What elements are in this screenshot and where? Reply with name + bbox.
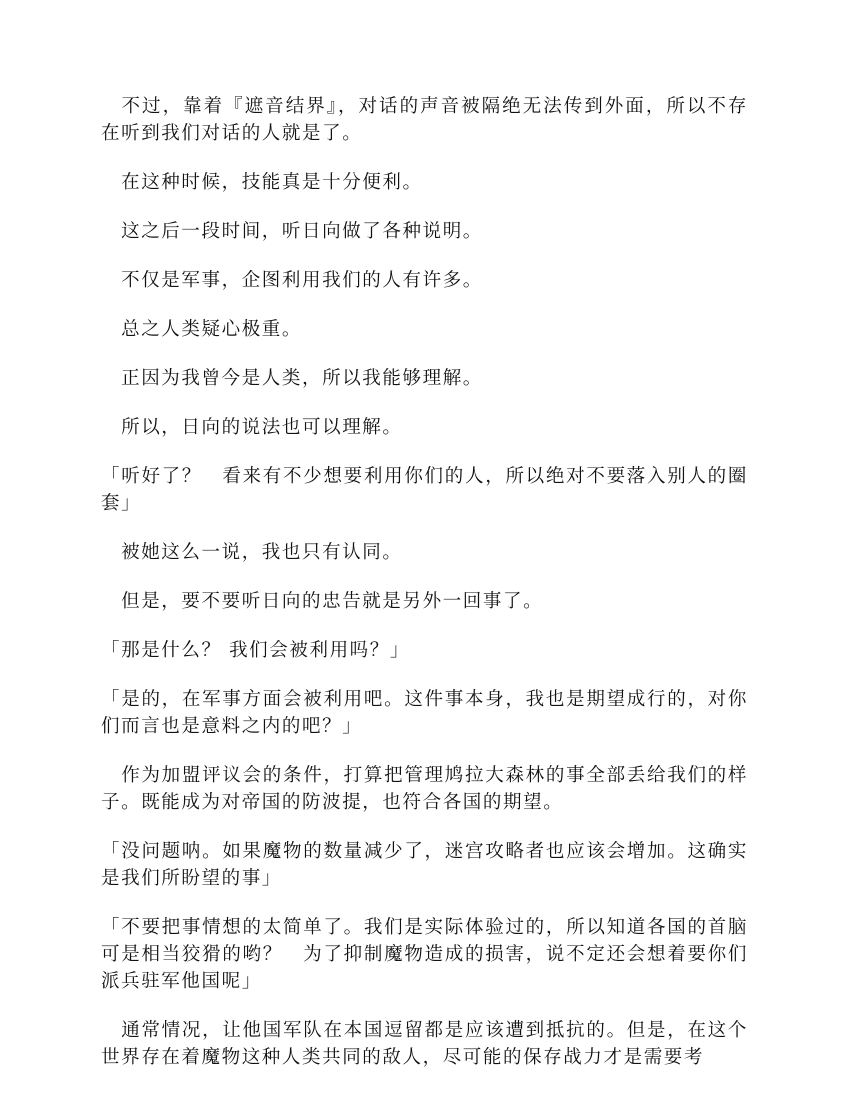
paragraph: 但是，要不要听日向的忠告就是另外一回事了。: [101, 591, 544, 612]
dialogue-paragraph: 「不要把事情想的太简单了。我们是实际体验过的，所以知道各国的首脑可是相当狡猾的哟？ 为了抑制魔物造成的损害，说不定还会想着要你们派兵驻军他国呢」: [101, 917, 748, 992]
paragraph: 不仅是军事，企图利用我们的人有许多。: [101, 270, 483, 291]
dialogue-paragraph: 「那是什么？ 我们会被利用吗？」: [101, 640, 410, 661]
paragraph: 总之人类疑心极重。: [101, 319, 303, 340]
dialogue-paragraph: 「听好了？ 看来有不少想要利用你们的人，所以绝对不要落入别人的圈套」: [101, 466, 748, 514]
dialogue-paragraph: 「没问题呐。如果魔物的数量减少了，迷宫攻略者也应该会增加。这确实是我们所盼望的事」: [101, 841, 748, 889]
paragraph: 被她这么一说，我也只有认同。: [101, 542, 403, 563]
paragraph: 作为加盟评议会的条件，打算把管理鸠拉大森林的事全部丢给我们的样子。既能成为对帝国的防波提，也符合各国的期望。: [101, 765, 748, 813]
paragraph: 通常情况，让他国军队在本国逗留都是应该遭到抵抗的。但是，在这个世界存在着魔物这种人类共同的敌人，尽可能的保存战力才是需要考: [101, 1020, 748, 1068]
paragraph: 在这种时候，技能真是十分便利。: [101, 172, 423, 193]
dialogue-paragraph: 「是的，在军事方面会被利用吧。这件事本身，我也是期望成行的，对你们而言也是意料之内的吧？」: [101, 689, 748, 737]
paragraph: 不过，靠着『遮音结界』，对话的声音被隔绝无法传到外面，所以不存在听到我们对话的人就是了。: [101, 96, 748, 144]
paragraph: 所以，日向的说法也可以理解。: [101, 417, 403, 438]
paragraph: 正因为我曾今是人类，所以我能够理解。: [101, 368, 483, 389]
paragraph: 这之后一段时间，听日向做了各种说明。: [101, 221, 483, 242]
